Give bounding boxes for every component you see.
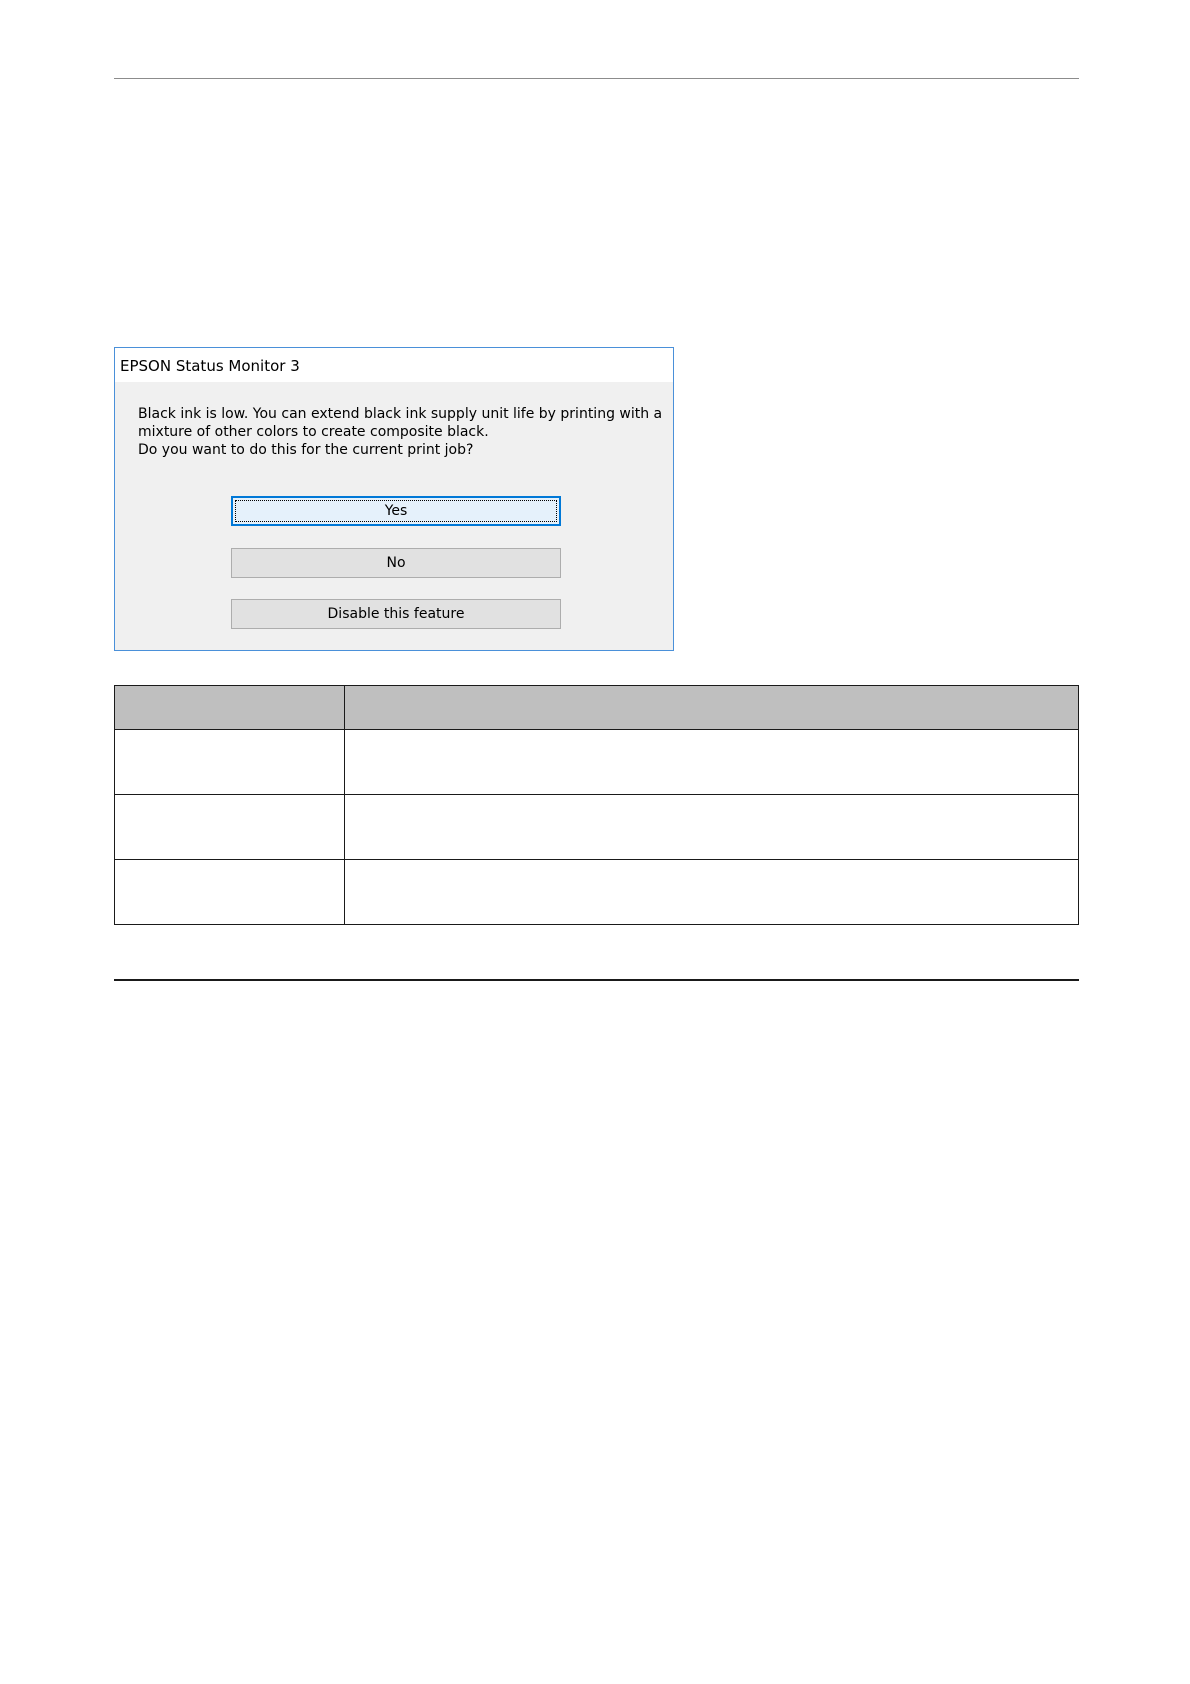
disable-feature-button[interactable]: Disable this feature — [231, 599, 561, 629]
epson-status-monitor-dialog — [114, 347, 674, 651]
table-header-cell — [115, 686, 345, 730]
table-cell — [115, 860, 345, 925]
header-rule — [114, 78, 1079, 79]
message-line-1: Black ink is low. You can extend black ink supply unit life by printing with a — [138, 406, 663, 422]
section-rule — [114, 979, 1079, 981]
dialog-titlebar — [115, 348, 673, 382]
table-cell — [345, 860, 1079, 925]
table-cell — [345, 730, 1079, 795]
dialog-title: EPSON Status Monitor 3 — [120, 357, 300, 375]
table-cell — [115, 795, 345, 860]
table-header-row — [115, 686, 1079, 730]
options-table — [114, 685, 1079, 925]
no-button[interactable]: No — [231, 548, 561, 578]
message-line-2: mixture of other colors to create composite black. — [138, 424, 489, 440]
table-row — [115, 730, 1079, 795]
table-row — [115, 860, 1079, 925]
table-row — [115, 795, 1079, 860]
table-header-cell — [345, 686, 1079, 730]
message-line-3: Do you want to do this for the current print job? — [138, 442, 474, 458]
table-cell — [115, 730, 345, 795]
yes-button[interactable]: Yes — [231, 496, 561, 526]
dialog-message — [138, 405, 663, 459]
table-cell — [345, 795, 1079, 860]
